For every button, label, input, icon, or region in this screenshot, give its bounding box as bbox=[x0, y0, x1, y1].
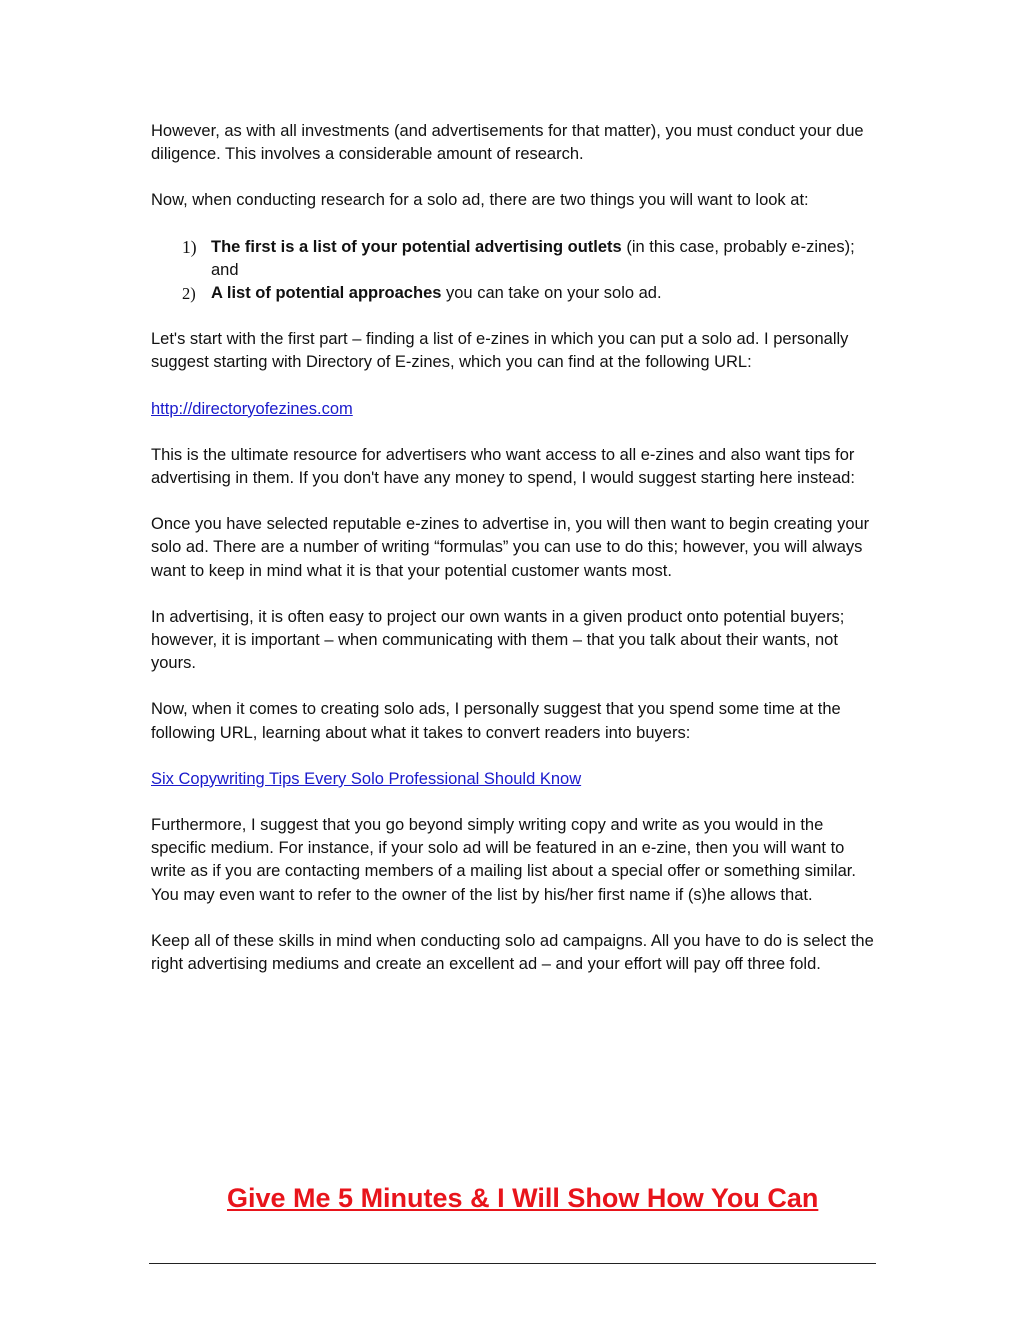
list-item-text: (in this case, probably e-zines); and bbox=[211, 237, 855, 279]
paragraph-ultimate-resource: This is the ultimate resource for advertisers who want access to all e-zines and also want tips for advertising in them. If you don't have any money to spend, I would suggest starting here instead: bbox=[151, 445, 855, 488]
directory-of-ezines-link[interactable]: http://directoryofezines.com bbox=[151, 399, 353, 418]
paragraph-first-part: Let's start with the first part – finding a list of e-zines in which you can put a solo ad. I personally suggest starting with Directory of E-zines, which you can find at the following URL: bbox=[151, 330, 849, 372]
paragraph-following-url: Now, when it comes to creating solo ads, I personally suggest that you spend some time at the following URL, learning about what it takes to convert readers into buyers: bbox=[151, 700, 841, 742]
list-item-bold-text: The first is a list of your potential advertising outlets bbox=[211, 237, 622, 256]
paragraph-due-diligence: However, as with all investments (and advertisements for that matter), you must conduct your due diligence. This involves a considerable amount of research. bbox=[151, 122, 864, 164]
paragraph-research-intro: Now, when conducting research for a solo ad, there are two things you will want to look at: bbox=[151, 191, 809, 210]
paragraph-creating-solo-ad: Once you have selected reputable e-zines to advertise in, you will then want to begin creating your solo ad. There are a number of writing “formulas” you can use to do this; however, you will always want to keep in mind what it is that your potential customer wants most. bbox=[151, 515, 870, 580]
list-item bbox=[151, 282, 876, 305]
research-things-list bbox=[151, 236, 876, 306]
paragraph-keep-skills: Keep all of these skills in mind when conducting solo ad campaigns. All you have to do is select the right advertising mediums and create an excellent ad – and your effort will pay off three fold. bbox=[151, 931, 874, 974]
list-item-number: 1) bbox=[182, 236, 197, 257]
document-body bbox=[151, 120, 876, 999]
list-item-text: you can take on your solo ad. bbox=[441, 284, 662, 303]
list-item-number: 2) bbox=[182, 284, 196, 304]
list-item bbox=[151, 236, 876, 282]
link-paragraph bbox=[151, 768, 876, 791]
cta-link[interactable]: Give Me 5 Minutes & I Will Show How You Can bbox=[227, 1183, 819, 1213]
footer-divider bbox=[149, 1263, 876, 1264]
copywriting-tips-link[interactable]: Six Copywriting Tips Every Solo Professional Should Know bbox=[151, 769, 582, 788]
paragraph-specific-medium: Furthermore, I suggest that you go beyond simply writing copy and write as you would in the specific medium. For instance, if your solo ad will be featured in an e-zine, then you will want to write as if you are contacting members of a mailing list about a special offer or something similar. You may even want to refer to the owner of the list by his/her first name if (s)he allows that. bbox=[151, 816, 856, 904]
paragraph-advertising-wants: In advertising, it is often easy to project our own wants in a given product onto potential buyers; however, it is important – when communicating with them – that you talk about their wants, not yours. bbox=[151, 607, 845, 673]
link-paragraph bbox=[151, 398, 876, 421]
list-item-bold-text: A list of potential approaches bbox=[211, 284, 442, 303]
